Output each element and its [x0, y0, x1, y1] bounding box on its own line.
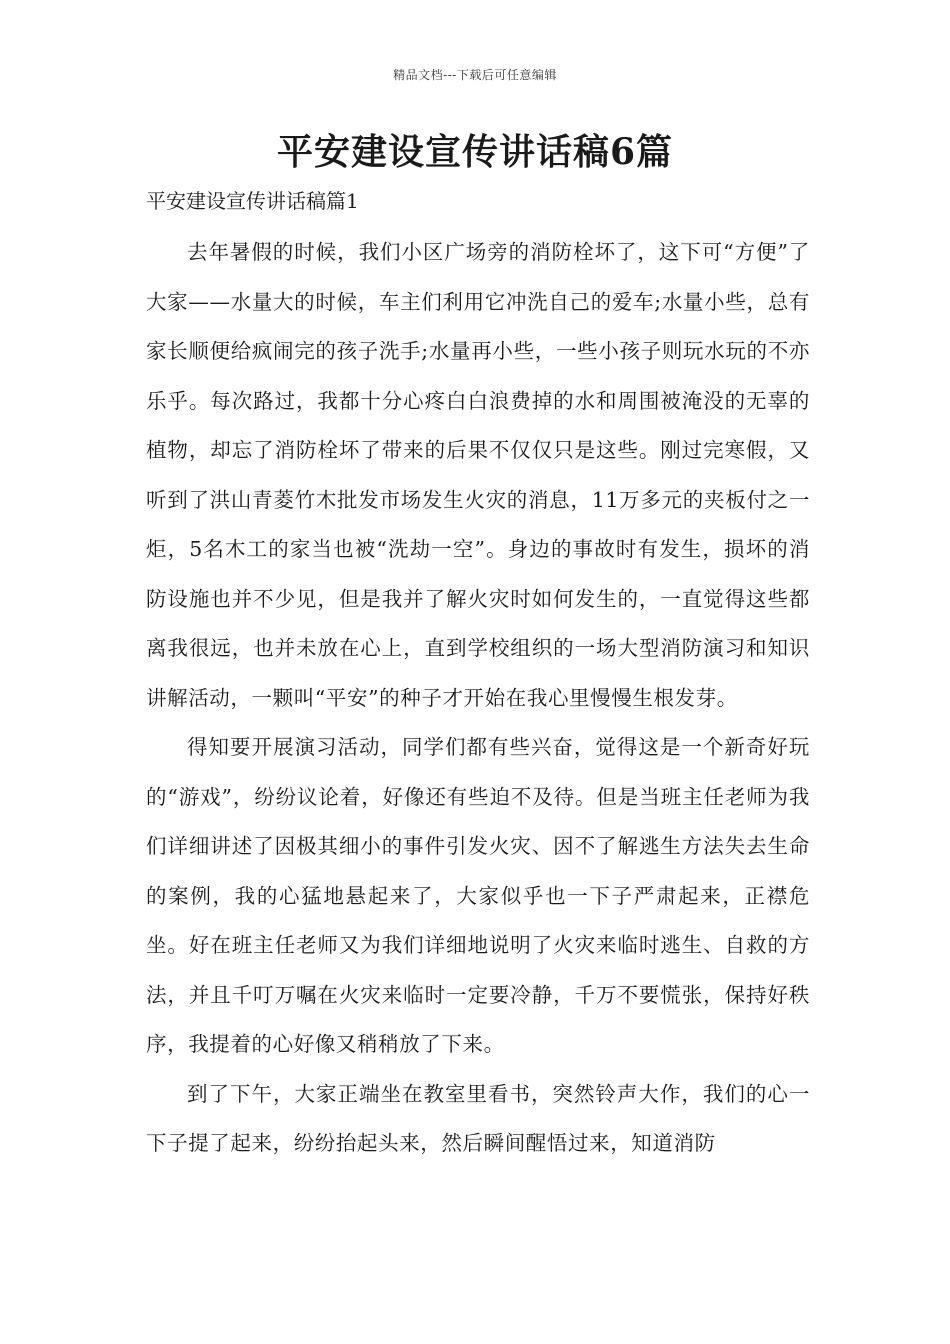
- paragraph-1: 去年暑假的时候，我们小区广场旁的消防栓坏了，这下可“方便”了大家——水量大的时候，车主们利用它冲洗自己的爱车;水量小些，总有家长顺便给疯闹完的孩子洗手;水量再小些，一些小孩子则玩水玩的不亦乐乎。每次路过，我都十分心疼白白浪费掉的水和周围被淹没的无辜的植物，却忘了消防栓坏了带来的后果不仅仅只是这些。刚过完寒假，又听到了洪山青菱竹木批发市场发生火灾的消息，11万多元的夹板付之一炬，5名木工的家当也被“洗劫一空”。身边的事故时有发生，损坏的消防设施也并不少见，但是我并了解火灾时如何发生的，一直觉得这些都离我很远，也并未放在心上，直到学校组织的一场大型消防演习和知识讲解活动，一颗叫“平安”的种子才开始在我心里慢慢生根发芽。: [146, 240, 810, 710]
- paragraph-2: 得知要开展演习活动，同学们都有些兴奋，觉得这是一个新奇好玩的“游戏”，纷纷议论着，好像还有些迫不及待。但是当班主任老师为我们详细讲述了因极其细小的事件引发火灾、因不了解逃生方法失去生命的案例，我的心猛地悬起来了，大家似乎也一下子严肃起来，正襟危坐。好在班主任老师又为我们详细地说明了火灾来临时逃生、自救的方法，并且千叮万嘱在火灾来临时一定要冷静，千万不要慌张，保持好秩序，我提着的心好像又稍稍放了下来。: [146, 735, 810, 1056]
- header-note: 精品文档---下载后可任意编辑: [393, 68, 557, 82]
- paragraph-3: 到了下午，大家正端坐在教室里看书，突然铃声大作，我们的心一下子提了起来，纷纷抬起头来，然后瞬间醒悟过来，知道消防: [146, 1081, 810, 1155]
- document-body: [146, 228, 810, 1169]
- document-title: 平安建设宣传讲话稿6篇: [276, 131, 674, 173]
- section-title: 平安建设宣传讲话稿篇1: [146, 189, 359, 213]
